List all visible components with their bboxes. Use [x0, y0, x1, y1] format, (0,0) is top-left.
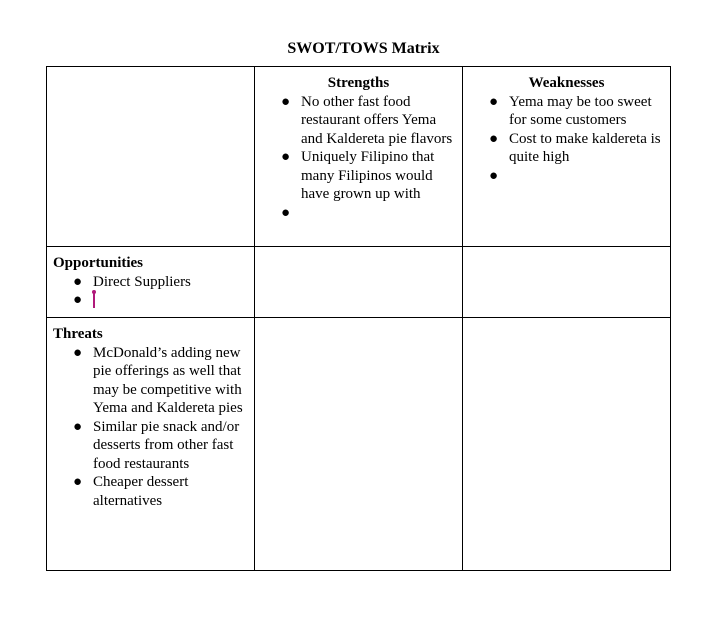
bullet-icon: ●: [73, 474, 83, 490]
strengths-heading: Strengths: [327, 75, 390, 91]
list-item[interactable]: [53, 273, 248, 292]
swot-matrix: [46, 66, 671, 571]
bullet-icon: ●: [489, 130, 499, 147]
corner-cell[interactable]: [47, 67, 255, 247]
bullet-icon: ●: [489, 93, 499, 110]
document-title: SWOT/TOWS Matrix: [287, 40, 440, 57]
bullet-icon: ●: [73, 418, 83, 435]
list-item-text: Direct Suppliers: [93, 273, 191, 290]
list-item[interactable]: [469, 167, 664, 186]
weaknesses-list: [469, 93, 664, 186]
list-item[interactable]: [53, 473, 248, 510]
bullet-icon: ●: [73, 273, 83, 290]
list-item-text: No other fast food restaurant offers Yema and Kaldereta pie flavors: [301, 93, 453, 147]
strengths-cell[interactable]: [255, 67, 463, 247]
text-cursor-icon: [93, 291, 95, 308]
so-strategies-cell[interactable]: [255, 247, 463, 318]
list-item-text: McDonald’s adding new pie offerings as well that may be competitive with Yema and Kaldereta pies: [93, 344, 243, 416]
opportunities-cell[interactable]: [47, 247, 255, 318]
bullet-icon: ●: [281, 93, 291, 110]
threats-list: [53, 344, 248, 511]
bullet-icon: ●: [489, 167, 499, 184]
opportunities-row: [47, 247, 671, 318]
list-item-text: Similar pie snack and/or desserts from other fast food restaurants: [93, 418, 240, 472]
list-item-text: Uniquely Filipino that many Filipinos would have grown up with: [301, 149, 435, 202]
bullet-icon: ●: [73, 292, 83, 308]
list-item-text: Cheaper dessert alternatives: [93, 474, 189, 509]
threats-cell[interactable]: [47, 318, 255, 571]
strengths-list: [261, 93, 456, 223]
list-item[interactable]: [53, 291, 248, 311]
bullet-icon: ●: [73, 344, 83, 361]
st-strategies-cell[interactable]: [255, 318, 463, 571]
list-item-text: Cost to make kaldereta is quite high: [509, 130, 661, 165]
list-item[interactable]: [469, 93, 664, 130]
list-item[interactable]: [53, 344, 248, 418]
matrix-header-row: [47, 67, 671, 247]
opportunities-list: [53, 273, 248, 311]
list-item[interactable]: [261, 93, 456, 149]
list-item[interactable]: [469, 130, 664, 167]
weaknesses-cell[interactable]: [463, 67, 671, 247]
bullet-icon: ●: [281, 204, 291, 221]
list-item-text: Yema may be too sweet for some customers: [509, 93, 652, 128]
list-item[interactable]: [261, 148, 456, 204]
threats-row: [47, 318, 671, 571]
weaknesses-heading: Weaknesses: [528, 75, 605, 91]
threats-heading: Threats: [53, 326, 103, 342]
wt-strategies-cell[interactable]: [463, 318, 671, 571]
list-item[interactable]: [53, 418, 248, 474]
bullet-icon: ●: [281, 149, 291, 165]
wo-strategies-cell[interactable]: [463, 247, 671, 318]
opportunities-heading: Opportunities: [53, 255, 144, 271]
list-item[interactable]: [261, 204, 456, 223]
